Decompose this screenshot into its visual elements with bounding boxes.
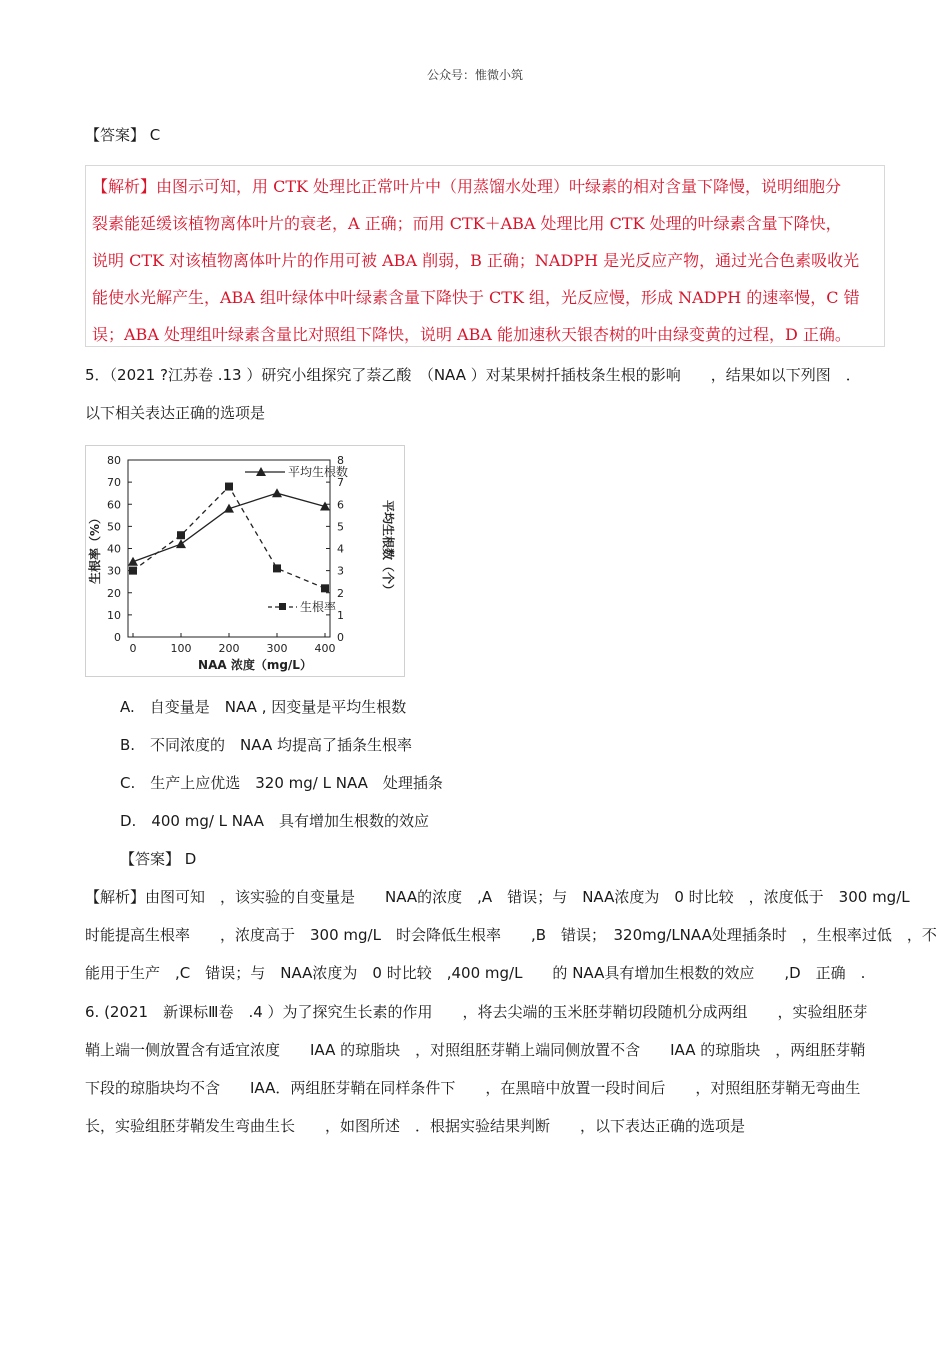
y-right-tick-label: 4 bbox=[337, 542, 344, 556]
legend-label-avg: 平均生根数 bbox=[288, 465, 349, 479]
x-tick-label: 100 bbox=[170, 642, 192, 655]
q4-analysis-box bbox=[85, 165, 885, 347]
x-axis-label: NAA 浓度（mg/L） bbox=[198, 658, 312, 672]
legend-label-rate: 生根率 bbox=[300, 600, 337, 614]
q4-analysis-line: 能使水光解产生，ABA 组叶绿体中叶绿素含量下降快于 CTK 组，光反应慢，形成 NADPH 的速率慢，C 错 bbox=[92, 288, 860, 307]
q5-analysis-line: 时能提高生根率 ，浓度高于 300 mg/L 时会降低生根率 ,B 错误； 320mg/LNAA处理插条时 ，生根率过低 ，不 bbox=[85, 926, 937, 944]
q5-option-c: C. 生产上应优选 320 mg/ L NAA 处理插条 bbox=[120, 774, 443, 792]
rooting-rate-point bbox=[225, 483, 233, 491]
q5-analysis-line: 能用于生产 ,C 错误；与 NAA浓度为 0 时比较 ,400 mg/L 的 NAA具有增加生根数的效应 ,D 正确 . bbox=[85, 964, 866, 982]
y-axis-left-label: 生根率（%） bbox=[88, 511, 102, 585]
q5-answer: 【答案】 D bbox=[120, 850, 197, 868]
y-right-tick-label: 8 bbox=[337, 454, 344, 467]
q5-option-d: D. 400 mg/ L NAA 具有增加生根数的效应 bbox=[120, 812, 429, 830]
q5-option-b: B. 不同浓度的 NAA 均提高了插条生根率 bbox=[120, 736, 412, 754]
q5-stem-line1: 5．（2021 ?江苏卷 .13 ）研究小组探究了萘乙酸 （NAA ）对某果树扦插枝条生根的影响 ，结果如以下列图 ． bbox=[85, 366, 861, 384]
q6-line: 鞘上端一侧放置含有适宜浓度 IAA 的琼脂块 ，对照组胚芽鞘上端同侧放置不含 IAA 的琼脂块 ，两组胚芽鞘 bbox=[85, 1041, 866, 1059]
y-left-tick-label: 80 bbox=[107, 454, 121, 467]
y-right-tick-label: 1 bbox=[337, 608, 344, 622]
y-right-tick-label: 6 bbox=[337, 498, 344, 512]
y-right-tick-label: 5 bbox=[337, 520, 344, 534]
rooting-rate-point bbox=[177, 531, 185, 539]
y-right-tick-label: 3 bbox=[337, 564, 344, 578]
q5-chart-svg bbox=[85, 445, 405, 677]
q6-line: 6. (2021 新课标Ⅲ卷 .4 ）为了探究生长素的作用 ，将去尖端的玉米胚芽鞘切段随机分成两组 ，实验组胚芽 bbox=[85, 1003, 868, 1021]
y-axis-right-label: 平均生根数（个） bbox=[381, 499, 395, 597]
y-left-tick-label: 50 bbox=[107, 520, 121, 534]
rooting-rate-point bbox=[321, 584, 329, 592]
y-left-tick-label: 0 bbox=[114, 631, 121, 644]
y-left-tick-label: 40 bbox=[107, 542, 121, 556]
y-right-tick-label: 0 bbox=[337, 631, 344, 644]
y-left-tick-label: 60 bbox=[107, 498, 121, 512]
q5-analysis-line: 【解析】由图可知 ，该实验的自变量是 NAA的浓度 ,A 错误；与 NAA浓度为 0 时比较 ，浓度低于 300 mg/L bbox=[85, 888, 910, 906]
page-header: 公众号：惟微小筑 bbox=[426, 68, 523, 82]
y-right-tick-label: 7 bbox=[337, 476, 344, 490]
y-left-tick-label: 70 bbox=[107, 476, 121, 490]
x-tick-label: 400 bbox=[314, 642, 336, 655]
y-left-tick-label: 30 bbox=[107, 564, 121, 578]
y-right-tick-label: 2 bbox=[337, 586, 344, 600]
x-tick-label: 0 bbox=[129, 642, 137, 655]
rooting-rate-point bbox=[273, 564, 281, 572]
q6-line: 下段的琼脂块均不含 IAA．两组胚芽鞘在同样条件下 ，在黑暗中放置一段时间后 ，对照组胚芽鞘无弯曲生 bbox=[85, 1079, 861, 1097]
q5-chart bbox=[85, 445, 405, 677]
rooting-rate-point bbox=[129, 567, 137, 575]
q4-analysis-line: 误；ABA 处理组叶绿素含量比对照组下降快，说明 ABA 能加速秋天银杏树的叶由绿变黄的过程，D 正确。 bbox=[92, 325, 851, 344]
q4-analysis-line: 【解析】由图示可知，用 CTK 处理比正常叶片中（用蒸馏水处理）叶绿素的相对含量下降慢，说明细胞分 bbox=[92, 177, 842, 196]
y-left-tick-label: 20 bbox=[107, 586, 121, 600]
q5-stem-line2: 以下相关表达正确的选项是 bbox=[85, 404, 266, 422]
x-tick-label: 300 bbox=[266, 642, 288, 655]
x-tick-label: 200 bbox=[218, 642, 240, 655]
y-left-tick-label: 10 bbox=[107, 608, 121, 622]
q4-analysis-line: 裂素能延缓该植物离体叶片的衰老，A 正确；而用 CTK＋ABA 处理比用 CTK 处理的叶绿素含量下降快， bbox=[92, 214, 842, 233]
q4-answer: 【答案】 C bbox=[85, 126, 161, 144]
q6-line: 长，实验组胚芽鞘发生弯曲生长 ，如图所述 ．根据实验结果判断 ，以下表达正确的选项是 bbox=[85, 1117, 746, 1135]
q5-option-a: A. 自变量是 NAA , 因变量是平均生根数 bbox=[120, 698, 407, 716]
q4-analysis-line: 说明 CTK 对该植物离体叶片的作用可被 ABA 削弱，B 正确；NADPH 是光反应产物，通过光合色素吸收光 bbox=[92, 251, 860, 270]
